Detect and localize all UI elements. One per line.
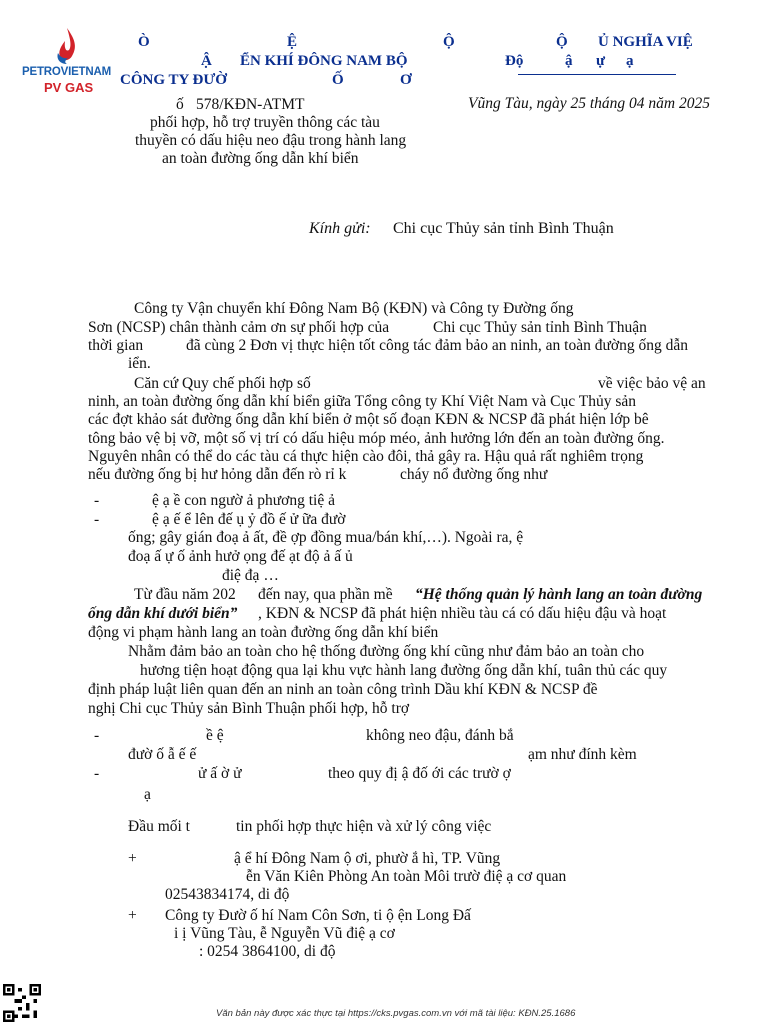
- item-2-line1a: ử ấ ờ ử: [198, 765, 242, 782]
- item-dash-2: -: [94, 765, 100, 782]
- logo-text-pvgas: PV GAS: [44, 80, 94, 95]
- item-2-line1b: theo quy đị ậ đố ới các trườ ợ: [328, 765, 511, 782]
- bullet-2-line2: ống; gây gián đoạ ả ất, đề ợp đồng mua/bán khí,…). Ngoài ra, ệ: [128, 529, 524, 546]
- contact-plus-1: +: [128, 850, 137, 867]
- bullet-2-line1: ệ ạ ế ể lên đế ụ ỷ đồ ế ử ữa đườ: [152, 511, 346, 528]
- body-p1-line1: Công ty Vận chuyển khí Đông Nam Bộ (KĐN) và Công ty Đường ống: [134, 300, 574, 317]
- header-right-line2c: ự: [596, 53, 606, 69]
- header-right-line2b: ậ: [565, 53, 573, 69]
- header-right-line1b: Ủ NGHĨA VIỆ: [598, 34, 693, 50]
- item-1-line1b: không neo đậu, đánh bắ: [366, 727, 514, 744]
- body-p3-line1b: đến nay, qua phần mề: [258, 586, 393, 603]
- header-left-line2a: Ậ: [201, 53, 212, 69]
- body-p4-line2: hương tiện hoạt động qua lại khu vực hành lang đường ống dẫn khí, tuân thủ các quy: [140, 662, 668, 679]
- header-right-line2d: ạ: [626, 53, 634, 69]
- recipient-label: Kính gửi:: [309, 220, 371, 237]
- body-p1-line3a: thời gian: [88, 337, 144, 354]
- contact-2-line3: : 0254 3864100, di độ: [199, 943, 336, 960]
- body-p3-line3: động vi phạm hành lang an toàn đường ống dẫn khí biển: [88, 624, 439, 641]
- logo-text-petrovietnam: PETROVIETNAM: [22, 66, 111, 78]
- body-p2-line3: các đợt khảo sát đường ống dẫn khí biển ở một số đoạn KĐN & NCSP đã phát hiện lớp bê: [88, 411, 649, 428]
- bullet-2-line3: đoạ ấ ự ố ảnh hưở ọng đế ạt độ ả ấ ủ: [128, 548, 353, 565]
- contact-title-a: Đầu mối t: [128, 818, 190, 835]
- item-1-line2b: ạm như đính kèm: [528, 746, 637, 763]
- header-right-line1a: Ộ: [556, 34, 568, 50]
- body-p4-line1: Nhằm đảm bảo an toàn cho hệ thống đường ống khí cũng như đảm bảo an toàn cho: [128, 643, 645, 660]
- header-left-line3c: Ơ: [400, 72, 412, 88]
- item-2-line2: ạ: [144, 786, 151, 803]
- item-1-line2a: đườ ố ẫ ế ế: [128, 746, 197, 763]
- body-p3-line2b: , KĐN & NCSP đã phát hiện nhiều tàu cá có dấu hiệu đậu và hoạt: [258, 605, 667, 622]
- doc-date: Vũng Tàu, ngày 25 tháng 04 năm 2025: [468, 95, 710, 112]
- header-left-line3b: Ố: [332, 72, 344, 88]
- header-left-line3a: CÔNG TY ĐƯỜ: [120, 72, 227, 88]
- subject-line-3: an toàn đường ống dẫn khí biển: [162, 150, 359, 167]
- body-p2-line6b: cháy nổ đường ống như: [400, 466, 548, 483]
- bullet-dash-1: -: [94, 492, 100, 509]
- flame-icon: [52, 26, 82, 66]
- body-p1-line4: iển.: [128, 355, 151, 372]
- body-p3-line1c: “Hệ thống quản lý hành lang an toàn đường: [415, 586, 703, 603]
- bullet-2-line4: điệ đạ …: [222, 567, 279, 584]
- body-p3-line1a: Từ đầu năm 202: [134, 586, 236, 603]
- body-p2-line1b: về việc bảo vệ an: [598, 375, 706, 392]
- item-dash-1: -: [94, 727, 100, 744]
- header-left-line1c: Ộ: [443, 34, 455, 50]
- doc-number-prefix: ố: [176, 96, 184, 113]
- subject-line-1: phối hợp, hỗ trợ truyền thông các tàu: [150, 114, 380, 131]
- header-right-line2a: Độ: [505, 53, 524, 69]
- contact-1-line2: ễn Văn Kiên Phòng An toàn Môi trườ điệ ạ cơ quan: [246, 868, 567, 885]
- contact-1-line1: ậ ể hí Đông Nam ộ ơi, phườ ắ hì, TP. Vũng: [234, 850, 501, 867]
- contact-plus-2: +: [128, 907, 137, 924]
- header-underline: [518, 74, 676, 75]
- body-p1-line2a: Sơn (NCSP) chân thành cảm ơn sự phối hợp của: [88, 319, 390, 336]
- header-left-line2b: ỂN KHÍ ĐÔNG NAM BỘ: [240, 53, 408, 69]
- contact-1-line3: 02543834174, di độ: [165, 886, 290, 903]
- body-p2-line5: Nguyên nhân có thể do các tàu cá thực hiện cào đôi, thả gây ra. Hậu quả rất nghiêm trọng: [88, 448, 644, 465]
- body-p1-line2b: Chi cục Thủy sản tỉnh Bình Thuận: [433, 319, 647, 336]
- body-p1-line3b: đã cùng 2 Đơn vị thực hiện tốt công tác đảm bảo an ninh, an toàn đường ống dẫn: [186, 337, 688, 354]
- header-left-line1: Ò: [138, 34, 150, 50]
- qr-code: [2, 984, 42, 1022]
- bullet-dash-2: -: [94, 511, 100, 528]
- doc-number: 578/KĐN-ATMT: [196, 96, 305, 113]
- body-p2-line4: tông bảo vệ bị vỡ, một số vị trí có dấu hiệu móp méo, ảnh hưởng lớn đến an toàn đường ống.: [88, 430, 665, 447]
- item-1-line1a: ề ệ: [206, 727, 224, 744]
- body-p4-line4: nghị Chi cục Thủy sản Bình Thuận phối hợp, hỗ trợ: [88, 700, 410, 717]
- body-p4-line3: định pháp luật liên quan đến an ninh an toàn công trình Dầu khí KĐN & NCSP đề: [88, 681, 598, 698]
- header-left-line1b: Ệ: [287, 34, 298, 50]
- footer-verification: Văn bản này được xác thực tại https://cks.pvgas.com.vn với mã tài liệu: KĐN.25.1686: [216, 1008, 576, 1019]
- body-p2-line1a: Căn cứ Quy chế phối hợp số: [134, 375, 311, 392]
- contact-title-b: tin phối hợp thực hiện và xử lý công việc: [236, 818, 492, 835]
- company-logo: [22, 26, 112, 96]
- contact-2-line1: Công ty Đườ ố hí Nam Côn Sơn, ti ộ ện Long Đấ: [165, 907, 471, 924]
- body-p2-line2: ninh, an toàn đường ống dẫn khí biển giữa Tổng công ty Khí Việt Nam và Cục Thủy sản: [88, 393, 636, 410]
- subject-line-2: thuyền có dấu hiệu neo đậu trong hành lang: [135, 132, 407, 149]
- recipient-name: Chi cục Thủy sản tỉnh Bình Thuận: [393, 220, 614, 237]
- bullet-1-text: ệ ạ ề con ngườ ả phương tiệ ả: [152, 492, 335, 509]
- body-p2-line6a: nếu đường ống bị hư hỏng dẫn đến rò rỉ k: [88, 466, 347, 483]
- body-p3-line2a: ống dẫn khí dưới biển”: [88, 605, 238, 622]
- contact-2-line2: i ị Vũng Tàu, ễ Nguyễn Vũ điệ ạ cơ: [174, 925, 395, 942]
